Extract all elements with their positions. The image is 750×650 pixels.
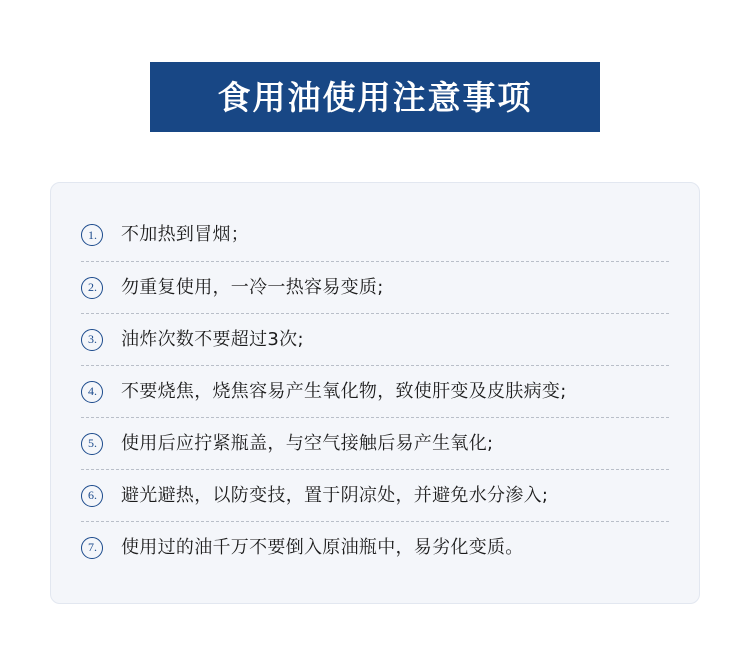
list-item-number: 2. bbox=[81, 277, 103, 299]
list-item-text: 避光避热，以防变技，置于阴凉处，并避免水分渗入; bbox=[121, 484, 549, 506]
list-item-number: 6. bbox=[81, 485, 103, 507]
list-item-text: 不加热到冒烟； bbox=[121, 224, 250, 246]
title-section bbox=[0, 0, 750, 132]
title-banner bbox=[150, 62, 600, 132]
list-item-number: 5. bbox=[81, 433, 103, 455]
list-item bbox=[81, 365, 669, 417]
list-item-text: 使用后应拧紧瓶盖，与空气接触后易产生氧化; bbox=[121, 432, 494, 454]
list-item-text: 不要烧焦，烧焦容易产生氧化物，致使肝变及皮肤病变; bbox=[121, 380, 567, 402]
list-item-text: 油炸次数不要超过3次; bbox=[121, 328, 304, 350]
page-title: 食用油使用注意事项 bbox=[217, 77, 533, 117]
list-item-number: 7. bbox=[81, 537, 103, 559]
list-item-number: 1. bbox=[81, 224, 103, 246]
list-item-text: 勿重复使用，一冷一热容易变质; bbox=[121, 276, 384, 298]
list-item bbox=[81, 209, 669, 261]
list-item-number: 4. bbox=[81, 381, 103, 403]
list-item bbox=[81, 417, 669, 469]
list-item bbox=[81, 469, 669, 521]
notes-card bbox=[50, 182, 700, 604]
list-item bbox=[81, 313, 669, 365]
list-item-text: 使用过的油千万不要倒入原油瓶中，易劣化变质。 bbox=[121, 536, 524, 558]
list-item-number: 3. bbox=[81, 329, 103, 351]
list-item bbox=[81, 261, 669, 313]
list-item bbox=[81, 521, 669, 573]
